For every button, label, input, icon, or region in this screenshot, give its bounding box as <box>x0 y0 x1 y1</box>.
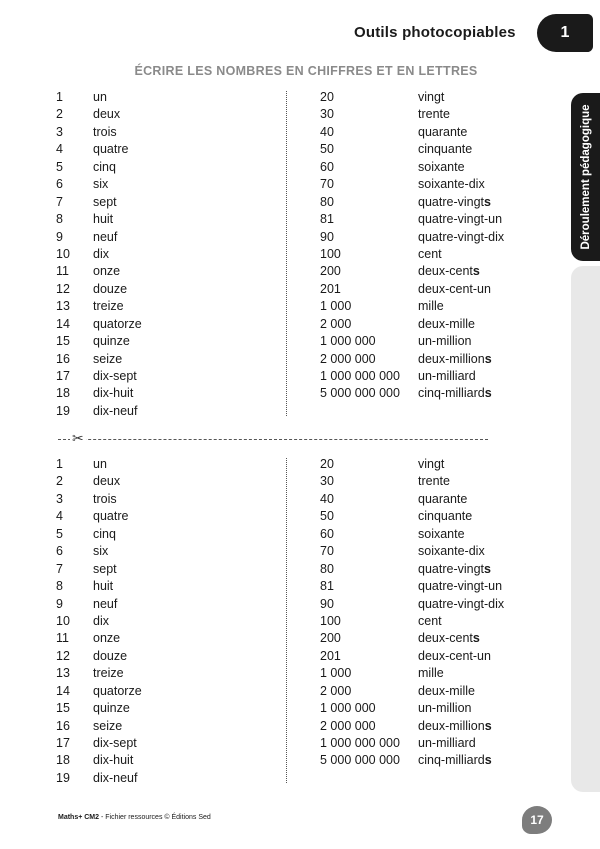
number-digits: 1 <box>56 90 63 104</box>
word-stem: un-milliard <box>418 736 476 750</box>
number-digits: 6 <box>56 544 63 559</box>
number-words <box>418 735 476 752</box>
number-digits: 70 <box>320 544 334 559</box>
number-digits: 9 <box>56 229 63 244</box>
number-digits: 30 <box>320 474 334 489</box>
number-words <box>418 473 450 490</box>
footer-credit <box>58 814 211 821</box>
number-words: dix-sept <box>93 369 137 383</box>
word-stem: cinquante <box>418 509 473 524</box>
side-panel <box>571 266 600 792</box>
plural-s: s <box>472 631 480 646</box>
number-digits: 30 <box>320 107 334 122</box>
number-words <box>418 648 491 665</box>
number-words <box>418 281 491 298</box>
word-stem: quatre-vingt <box>418 561 485 576</box>
number-words: quatorze <box>93 316 142 331</box>
number-words <box>418 246 442 263</box>
number-words: dix <box>93 246 109 261</box>
number-words: cinq <box>93 526 116 541</box>
plural-s: s <box>484 194 491 209</box>
number-digits: 19 <box>56 403 70 418</box>
number-digits: 60 <box>320 159 334 174</box>
number-digits: 100 <box>320 246 341 261</box>
number-digits: 2 000 <box>320 683 352 698</box>
number-words: dix <box>93 613 109 628</box>
plural-s: s <box>484 561 491 576</box>
number-words <box>418 665 444 682</box>
number-digits: 13 <box>56 299 70 314</box>
number-digits: 8 <box>56 579 63 594</box>
number-digits: 16 <box>56 718 70 733</box>
number-digits: 40 <box>320 124 334 139</box>
number-words <box>418 141 472 158</box>
word-stem: deux-cent <box>418 264 473 279</box>
number-digits: 6 <box>56 177 63 192</box>
word-stem: cinquante <box>418 142 473 157</box>
header-title: Outils photocopiables <box>354 24 516 41</box>
number-digits: 5 <box>56 159 63 174</box>
number-words: quatre <box>93 142 129 157</box>
number-digits: 20 <box>320 457 334 471</box>
number-digits: 1 000 <box>320 299 352 314</box>
number-words: deux <box>93 107 121 122</box>
number-digits: 1 000 000 000 <box>320 369 400 383</box>
number-words: neuf <box>93 596 118 611</box>
plural-s: s <box>484 351 492 366</box>
page-number: 17 <box>522 806 552 834</box>
word-stem: un-million <box>418 334 472 349</box>
number-words <box>418 561 491 578</box>
word-stem: quarante <box>418 124 468 139</box>
number-words <box>418 718 492 735</box>
word-stem: un-million <box>418 701 472 716</box>
plural-s: s <box>484 386 492 401</box>
number-digits: 201 <box>320 281 341 296</box>
number-words: un <box>93 90 107 104</box>
number-words <box>418 630 480 647</box>
number-digits: 81 <box>320 579 334 594</box>
number-words <box>418 263 480 280</box>
side-tab-label: Déroulement pédagogique <box>579 104 592 250</box>
number-words <box>418 700 472 717</box>
side-tab[interactable] <box>571 93 600 261</box>
number-digits: 1 000 000 000 <box>320 736 400 750</box>
word-stem: vingt <box>418 457 445 471</box>
number-digits: 11 <box>56 264 69 279</box>
number-words: seize <box>93 351 123 366</box>
number-words <box>418 508 472 525</box>
number-words: un <box>93 457 107 471</box>
word-stem: quatre-vingt-dix <box>418 596 505 611</box>
word-stem: cinq-milliard <box>418 386 485 401</box>
number-digits: 2 000 <box>320 316 352 331</box>
number-digits: 2 000 000 <box>320 718 376 733</box>
number-digits: 5 <box>56 526 63 541</box>
word-stem: vingt <box>418 90 445 104</box>
number-digits: 90 <box>320 229 334 244</box>
number-digits: 19 <box>56 770 70 785</box>
cut-line <box>58 439 488 440</box>
number-words <box>418 351 492 368</box>
word-stem: trente <box>418 474 450 489</box>
number-digits: 7 <box>56 194 63 209</box>
number-words <box>418 578 502 595</box>
footer-brand: Maths+ CM2 <box>58 814 100 821</box>
number-words: onze <box>93 631 121 646</box>
word-stem: mille <box>418 299 444 314</box>
number-digits: 7 <box>56 561 63 576</box>
number-digits: 5 000 000 000 <box>320 753 400 768</box>
number-digits: 2 000 000 <box>320 351 376 366</box>
number-words: douze <box>93 281 128 296</box>
number-words <box>418 596 504 613</box>
number-words <box>418 89 444 106</box>
number-words: trois <box>93 124 117 139</box>
plural-s: s <box>484 753 492 768</box>
word-stem: cinq-milliard <box>418 753 485 768</box>
number-words: dix-neuf <box>93 770 138 785</box>
number-digits: 14 <box>56 316 70 331</box>
number-words: quinze <box>93 334 130 349</box>
number-words <box>418 211 502 228</box>
number-digits: 15 <box>56 701 70 716</box>
number-words: six <box>93 177 109 192</box>
number-words: trois <box>93 491 117 506</box>
number-words <box>418 333 472 350</box>
number-words: dix-huit <box>93 753 134 768</box>
number-words <box>418 298 444 315</box>
number-words <box>418 229 504 246</box>
number-digits: 10 <box>56 613 70 628</box>
number-words <box>418 491 467 508</box>
number-words: dix-neuf <box>93 403 138 418</box>
number-words: treize <box>93 666 124 681</box>
number-digits: 3 <box>56 491 63 506</box>
number-digits: 13 <box>56 666 70 681</box>
number-digits: 14 <box>56 683 70 698</box>
scissors-icon: ✂ <box>72 430 84 446</box>
word-stem: quatre-vingt-un <box>418 579 503 594</box>
word-stem: deux-mille <box>418 683 475 698</box>
number-words <box>418 194 491 211</box>
number-words: cinq <box>93 159 116 174</box>
chapter-badge: 1 <box>537 14 593 52</box>
number-digits: 50 <box>320 509 334 524</box>
word-stem: quatre-vingt <box>418 194 485 209</box>
number-digits: 50 <box>320 142 334 157</box>
number-words <box>418 316 475 333</box>
number-words: sept <box>93 194 117 209</box>
word-stem: cent <box>418 246 442 261</box>
number-words: seize <box>93 718 123 733</box>
word-stem: mille <box>418 666 444 681</box>
number-words: treize <box>93 299 124 314</box>
word-stem: un-milliard <box>418 369 476 383</box>
word-stem: deux-cent-un <box>418 648 491 663</box>
number-words: douze <box>93 648 128 663</box>
number-words: neuf <box>93 229 118 244</box>
column-divider <box>286 458 287 783</box>
number-digits: 70 <box>320 177 334 192</box>
number-digits: 81 <box>320 212 334 227</box>
number-digits: 80 <box>320 561 334 576</box>
number-words <box>418 124 467 141</box>
number-words <box>418 543 485 560</box>
number-words: quinze <box>93 701 130 716</box>
number-words <box>418 456 444 473</box>
word-stem: quatre-vingt-dix <box>418 229 505 244</box>
word-stem: soixante <box>418 526 465 541</box>
number-digits: 1 000 000 <box>320 334 376 349</box>
plural-s: s <box>484 718 492 733</box>
word-stem: quatre-vingt-un <box>418 212 503 227</box>
number-digits: 100 <box>320 613 341 628</box>
word-stem: quarante <box>418 491 468 506</box>
number-digits: 9 <box>56 596 63 611</box>
number-digits: 90 <box>320 596 334 611</box>
number-digits: 15 <box>56 334 70 349</box>
number-digits: 2 <box>56 107 63 122</box>
number-words <box>418 385 492 402</box>
number-digits: 60 <box>320 526 334 541</box>
number-digits: 4 <box>56 509 63 524</box>
word-stem: deux-mille <box>418 316 475 331</box>
word-stem: deux-cent-un <box>418 281 491 296</box>
number-words <box>418 368 476 385</box>
number-digits: 20 <box>320 90 334 104</box>
number-words: huit <box>93 212 114 227</box>
number-words <box>418 159 465 176</box>
number-digits: 80 <box>320 194 334 209</box>
footer-text: - Fichier ressources © Éditions Sed <box>99 814 211 821</box>
word-stem: deux-million <box>418 718 485 733</box>
number-words: huit <box>93 579 114 594</box>
number-digits: 2 <box>56 474 63 489</box>
number-digits: 17 <box>56 736 70 750</box>
number-words: quatorze <box>93 683 142 698</box>
number-digits: 12 <box>56 648 70 663</box>
number-digits: 10 <box>56 246 70 261</box>
number-digits: 18 <box>56 386 70 401</box>
number-words: dix-huit <box>93 386 134 401</box>
number-words: quatre <box>93 509 129 524</box>
word-stem: cent <box>418 613 442 628</box>
number-words <box>418 613 442 630</box>
number-words: six <box>93 544 109 559</box>
number-digits: 1 000 <box>320 666 352 681</box>
number-digits: 17 <box>56 369 70 383</box>
number-digits: 40 <box>320 491 334 506</box>
word-stem: soixante <box>418 159 465 174</box>
number-digits: 200 <box>320 264 341 279</box>
plural-s: s <box>472 264 480 279</box>
number-words: onze <box>93 264 121 279</box>
number-digits: 4 <box>56 142 63 157</box>
word-stem: trente <box>418 107 450 122</box>
number-words <box>418 176 485 193</box>
number-digits: 18 <box>56 753 70 768</box>
number-digits: 3 <box>56 124 63 139</box>
number-digits: 5 000 000 000 <box>320 386 400 401</box>
number-words: sept <box>93 561 117 576</box>
number-words: deux <box>93 474 121 489</box>
word-stem: soixante-dix <box>418 177 485 192</box>
column-divider <box>286 91 287 416</box>
number-digits: 16 <box>56 351 70 366</box>
number-words: dix-sept <box>93 736 137 750</box>
number-words <box>418 683 475 700</box>
number-digits: 200 <box>320 631 341 646</box>
number-digits: 1 000 000 <box>320 701 376 716</box>
section-title: ÉCRIRE LES NOMBRES EN CHIFFRES ET EN LETTRES <box>134 64 478 78</box>
number-digits: 8 <box>56 212 63 227</box>
word-stem: deux-cent <box>418 631 473 646</box>
number-words <box>418 752 492 769</box>
number-words <box>418 526 465 543</box>
number-digits: 12 <box>56 281 70 296</box>
number-digits: 11 <box>56 631 69 646</box>
number-digits: 1 <box>56 457 63 471</box>
word-stem: deux-million <box>418 351 485 366</box>
word-stem: soixante-dix <box>418 544 485 559</box>
number-words <box>418 106 450 123</box>
number-digits: 201 <box>320 648 341 663</box>
